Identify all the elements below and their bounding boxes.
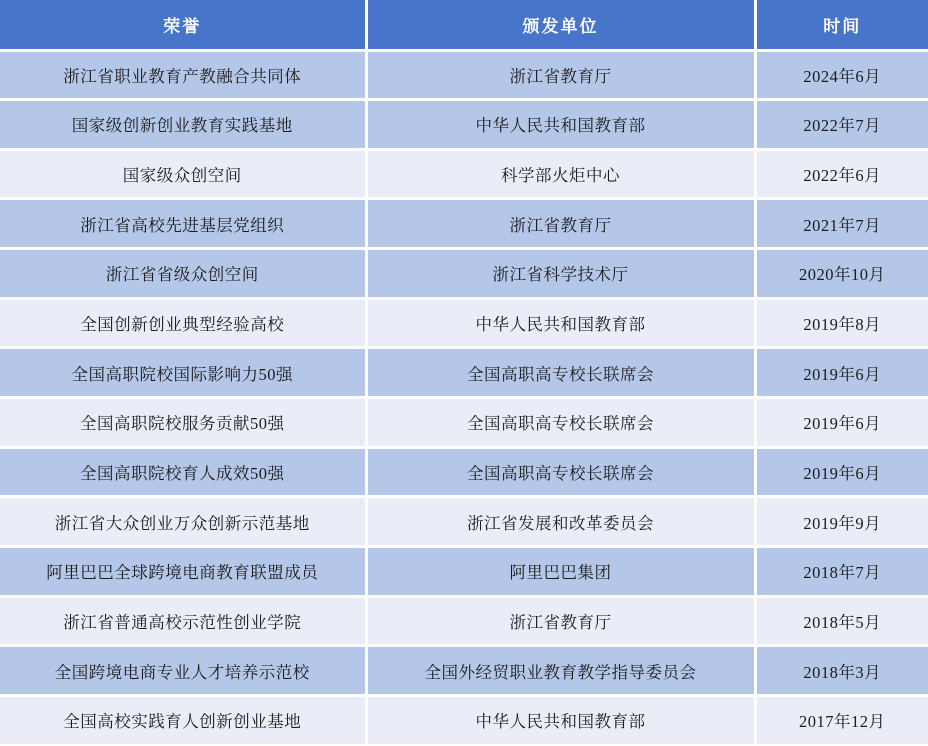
cell-date: 2019年6月: [755, 397, 928, 447]
cell-issuer: 浙江省教育厅: [366, 50, 755, 100]
cell-date: 2024年6月: [755, 50, 928, 100]
cell-date: 2018年7月: [755, 546, 928, 596]
table-row: [0, 497, 928, 547]
table-body: [0, 50, 928, 745]
cell-honor: 全国高校实践育人创新创业基地: [0, 695, 366, 745]
cell-issuer: 科学部火炬中心: [366, 149, 755, 199]
cell-date: 2019年6月: [755, 348, 928, 398]
cell-issuer: 浙江省科学技术厅: [366, 249, 755, 299]
cell-date: 2021年7月: [755, 199, 928, 249]
cell-honor: 全国高职院校国际影响力50强: [0, 348, 366, 398]
cell-honor: 全国高职院校育人成效50强: [0, 447, 366, 497]
cell-date: 2018年5月: [755, 596, 928, 646]
cell-issuer: 全国外经贸职业教育教学指导委员会: [366, 646, 755, 696]
cell-date: 2017年12月: [755, 695, 928, 745]
table-row: [0, 199, 928, 249]
table-row: [0, 695, 928, 745]
table-row: [0, 596, 928, 646]
cell-issuer: 全国高职高专校长联席会: [366, 397, 755, 447]
table-row: [0, 249, 928, 299]
cell-honor: 浙江省职业教育产教融合共同体: [0, 50, 366, 100]
cell-issuer: 全国高职高专校长联席会: [366, 348, 755, 398]
table-row: [0, 149, 928, 199]
cell-issuer: 中华人民共和国教育部: [366, 298, 755, 348]
cell-honor: 浙江省普通高校示范性创业学院: [0, 596, 366, 646]
cell-issuer: 浙江省发展和改革委员会: [366, 497, 755, 547]
cell-honor: 国家级众创空间: [0, 149, 366, 199]
header-row: [0, 0, 928, 50]
cell-honor: 国家级创新创业教育实践基地: [0, 100, 366, 150]
column-header-date: 时间: [755, 0, 928, 50]
cell-issuer: 浙江省教育厅: [366, 596, 755, 646]
cell-honor: 浙江省高校先进基层党组织: [0, 199, 366, 249]
cell-date: 2019年9月: [755, 497, 928, 547]
cell-date: 2019年6月: [755, 447, 928, 497]
cell-issuer: 中华人民共和国教育部: [366, 100, 755, 150]
table-row: [0, 100, 928, 150]
cell-honor: 浙江省省级众创空间: [0, 249, 366, 299]
cell-date: 2019年8月: [755, 298, 928, 348]
cell-issuer: 阿里巴巴集团: [366, 546, 755, 596]
column-header-issuer: 颁发单位: [366, 0, 755, 50]
cell-honor: 全国创新创业典型经验高校: [0, 298, 366, 348]
cell-date: 2022年6月: [755, 149, 928, 199]
table-row: [0, 646, 928, 696]
column-header-honor: 荣誉: [0, 0, 366, 50]
table-row: [0, 397, 928, 447]
table-row: [0, 546, 928, 596]
cell-date: 2018年3月: [755, 646, 928, 696]
cell-issuer: 浙江省教育厅: [366, 199, 755, 249]
cell-honor: 浙江省大众创业万众创新示范基地: [0, 497, 366, 547]
cell-issuer: 中华人民共和国教育部: [366, 695, 755, 745]
table-row: [0, 348, 928, 398]
cell-issuer: 全国高职高专校长联席会: [366, 447, 755, 497]
table-header: [0, 0, 928, 50]
cell-honor: 全国跨境电商专业人才培养示范校: [0, 646, 366, 696]
table-row: [0, 447, 928, 497]
table-row: [0, 298, 928, 348]
cell-honor: 阿里巴巴全球跨境电商教育联盟成员: [0, 546, 366, 596]
cell-honor: 全国高职院校服务贡献50强: [0, 397, 366, 447]
cell-date: 2020年10月: [755, 249, 928, 299]
cell-date: 2022年7月: [755, 100, 928, 150]
table-row: [0, 50, 928, 100]
